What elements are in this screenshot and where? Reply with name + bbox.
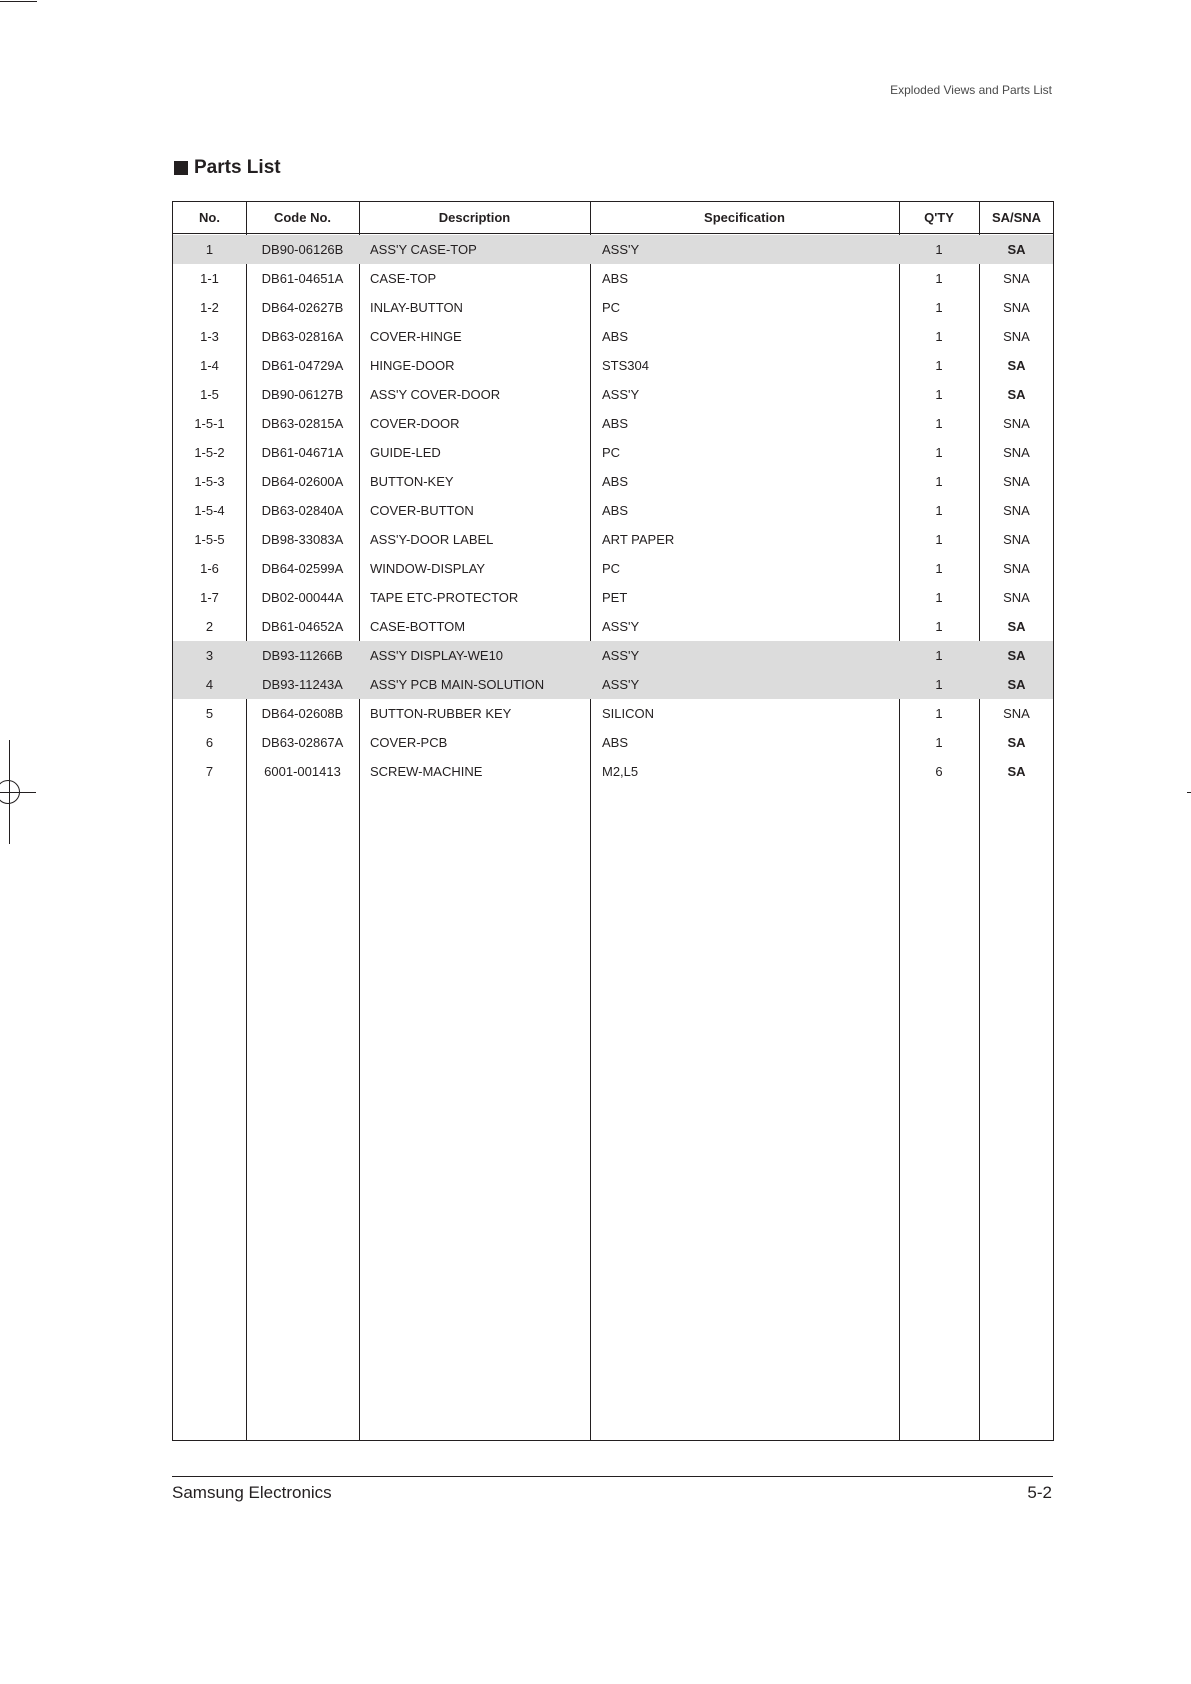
table-row [173, 496, 1053, 525]
cell-qty: 1 [935, 706, 943, 721]
cell-qty: 1 [935, 735, 943, 750]
table-row [173, 467, 1053, 496]
cell-code-no: DB93-11243A [262, 677, 343, 692]
cell-no: 5 [205, 706, 214, 721]
cell-specification: ABS [602, 503, 629, 518]
cell-description: CASE-TOP [370, 271, 437, 286]
cell-specification: ASS'Y [602, 619, 640, 634]
cell-no: 7 [205, 764, 214, 779]
table-row [173, 757, 1053, 786]
cell-code-no: DB63-02815A [261, 416, 344, 431]
cell-code-no: DB63-02867A [261, 735, 344, 750]
cell-sa-sna: SA [1007, 735, 1026, 750]
cell-specification: ASS'Y [602, 648, 640, 663]
cell-description: COVER-BUTTON [370, 503, 474, 518]
cell-no: 1-5 [200, 387, 219, 402]
cell-qty: 1 [935, 445, 943, 460]
cell-code-no: 6001-001413 [264, 764, 341, 779]
cell-specification: ART PAPER [602, 532, 675, 547]
cell-qty: 1 [935, 387, 943, 402]
cell-no: 1-4 [200, 358, 219, 373]
registration-mark-right [1187, 792, 1191, 793]
cell-description: BUTTON-RUBBER KEY [370, 706, 512, 721]
cell-description: COVER-HINGE [370, 329, 462, 344]
table-row [173, 525, 1053, 554]
parts-table [172, 201, 1054, 1441]
header-code-no: Code No. [273, 210, 332, 225]
cell-sa-sna: SNA [1003, 532, 1030, 547]
cell-code-no: DB63-02840A [261, 503, 344, 518]
cell-sa-sna: SA [1007, 358, 1026, 373]
cell-no: 6 [205, 735, 214, 750]
cell-no: 1-6 [200, 561, 219, 576]
cell-no: 1-5-4 [194, 503, 225, 518]
cell-description: COVER-PCB [370, 735, 448, 750]
cell-qty: 1 [935, 416, 943, 431]
cell-code-no: DB64-02599A [261, 561, 344, 576]
cell-description: ASS'Y DISPLAY-WE10 [370, 648, 504, 663]
header-specification: Specification [704, 210, 785, 225]
section-title [174, 157, 281, 179]
crop-mark [0, 1, 37, 2]
cell-sa-sna: SNA [1003, 329, 1030, 344]
cell-specification: PET [602, 590, 628, 605]
cell-code-no: DB90-06126B [261, 242, 344, 257]
square-bullet-icon [174, 161, 188, 175]
table-row [173, 351, 1053, 380]
cell-specification: PC [602, 561, 621, 576]
section-title-text: Parts List [194, 157, 281, 178]
cell-code-no: DB64-02627B [261, 300, 344, 315]
cell-qty: 1 [935, 300, 943, 315]
cell-code-no: DB02-00044A [261, 590, 344, 605]
cell-sa-sna: SA [1007, 648, 1026, 663]
cell-description: GUIDE-LED [370, 445, 441, 460]
cell-description: TAPE ETC-PROTECTOR [370, 590, 519, 605]
cell-description: WINDOW-DISPLAY [370, 561, 486, 576]
cell-no: 1-5-2 [194, 445, 225, 460]
cell-no: 1-1 [200, 271, 219, 286]
cell-specification: ASS'Y [602, 677, 640, 692]
header-no: No. [199, 210, 220, 225]
cell-specification: ABS [602, 474, 629, 489]
footer-rule [172, 1476, 1053, 1477]
cell-specification: SILICON [602, 706, 655, 721]
cell-code-no: DB64-02608B [261, 706, 344, 721]
cell-specification: ASS'Y [602, 387, 640, 402]
cell-no: 1-7 [200, 590, 219, 605]
cell-sa-sna: SA [1007, 677, 1026, 692]
cell-code-no: DB61-04729A [261, 358, 344, 373]
cell-code-no: DB61-04671A [261, 445, 344, 460]
cell-no: 1-5-1 [194, 416, 225, 431]
table-row [173, 409, 1053, 438]
footer-page-number: 5-2 [1027, 1483, 1052, 1502]
cell-qty: 1 [935, 358, 943, 373]
cell-sa-sna: SA [1007, 764, 1026, 779]
cell-description: BUTTON-KEY [370, 474, 454, 489]
cell-no: 1 [205, 242, 214, 257]
table-row [173, 380, 1053, 409]
cell-specification: STS304 [602, 358, 649, 373]
cell-no: 3 [205, 648, 214, 663]
cell-qty: 6 [935, 764, 943, 779]
cell-description: ASS'Y-DOOR LABEL [370, 532, 494, 547]
cell-code-no: DB63-02816A [261, 329, 344, 344]
running-header: Exploded Views and Parts List [890, 83, 1052, 97]
cell-sa-sna: SA [1007, 387, 1026, 402]
cell-qty: 1 [935, 590, 943, 605]
cell-description: ASS'Y COVER-DOOR [370, 387, 501, 402]
cell-no: 1-3 [200, 329, 219, 344]
header-qty: Q'TY [924, 210, 954, 225]
cell-specification: ABS [602, 271, 629, 286]
cell-specification: PC [602, 445, 621, 460]
cell-sa-sna: SNA [1003, 503, 1030, 518]
table-row [173, 264, 1053, 293]
cell-no: 1-5-5 [194, 532, 225, 547]
table-row [173, 293, 1053, 322]
cell-qty: 1 [935, 329, 943, 344]
table-row [173, 728, 1053, 757]
cell-code-no: DB90-06127B [261, 387, 344, 402]
cell-qty: 1 [935, 271, 943, 286]
cell-description: SCREW-MACHINE [370, 764, 483, 779]
cell-sa-sna: SNA [1003, 706, 1030, 721]
table-row [173, 438, 1053, 467]
cell-description: CASE-BOTTOM [370, 619, 466, 634]
cell-sa-sna: SNA [1003, 416, 1030, 431]
cell-code-no: DB61-04652A [261, 619, 344, 634]
cell-code-no: DB61-04651A [261, 271, 344, 286]
table-row [173, 322, 1053, 351]
cell-qty: 1 [935, 242, 943, 257]
header-description: Description [438, 210, 511, 225]
cell-no: 4 [205, 677, 214, 692]
cell-sa-sna: SNA [1003, 561, 1030, 576]
cell-description: COVER-DOOR [370, 416, 460, 431]
cell-description: HINGE-DOOR [370, 358, 455, 373]
cell-specification: ABS [602, 735, 629, 750]
cell-qty: 1 [935, 677, 943, 692]
cell-sa-sna: SNA [1003, 590, 1030, 605]
cell-qty: 1 [935, 561, 943, 576]
cell-sa-sna: SA [1007, 619, 1026, 634]
table-row [173, 641, 1053, 670]
table-row [173, 670, 1053, 699]
cell-qty: 1 [935, 648, 943, 663]
cell-specification: ABS [602, 416, 629, 431]
registration-mark-horizontal [0, 792, 36, 793]
cell-sa-sna: SNA [1003, 271, 1030, 286]
cell-no: 2 [205, 619, 214, 634]
header-sa-sna: SA/SNA [991, 210, 1042, 225]
cell-no: 1-2 [200, 300, 219, 315]
cell-qty: 1 [935, 474, 943, 489]
cell-description: ASS'Y PCB MAIN-SOLUTION [370, 677, 545, 692]
cell-code-no: DB98-33083A [261, 532, 344, 547]
cell-description: ASS'Y CASE-TOP [370, 242, 477, 257]
cell-sa-sna: SNA [1003, 445, 1030, 460]
cell-sa-sna: SA [1007, 242, 1026, 257]
cell-specification: PC [602, 300, 621, 315]
cell-specification: ABS [602, 329, 629, 344]
cell-qty: 1 [935, 532, 943, 547]
cell-no: 1-5-3 [194, 474, 225, 489]
table-row [173, 612, 1053, 641]
table-header-row [173, 202, 1053, 234]
cell-specification: ASS'Y [602, 242, 640, 257]
table-row [173, 554, 1053, 583]
table-row [173, 699, 1053, 728]
cell-qty: 1 [935, 503, 943, 518]
table-row [173, 235, 1053, 264]
cell-specification: M2,L5 [602, 764, 639, 779]
cell-qty: 1 [935, 619, 943, 634]
cell-code-no: DB93-11266B [262, 648, 343, 663]
table-row [173, 583, 1053, 612]
footer-company: Samsung Electronics [172, 1483, 332, 1502]
cell-description: INLAY-BUTTON [370, 300, 463, 315]
cell-sa-sna: SNA [1003, 300, 1030, 315]
cell-sa-sna: SNA [1003, 474, 1030, 489]
cell-code-no: DB64-02600A [261, 474, 344, 489]
